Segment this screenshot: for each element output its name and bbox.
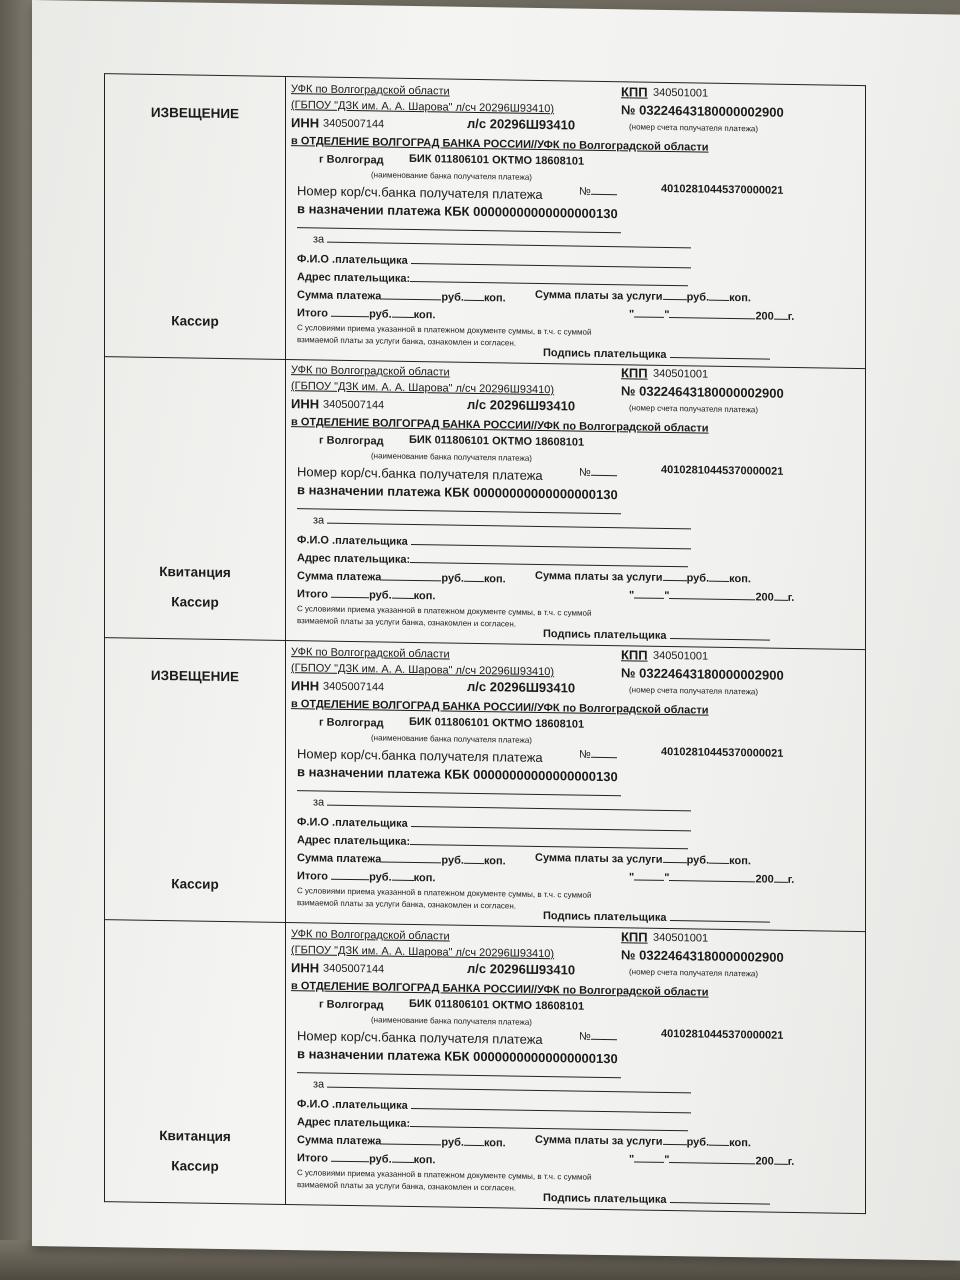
personal-account: л/с 20296Ш93410 bbox=[467, 960, 576, 978]
terms-line-1: С условиями приема указанной в платежном документе суммы, в т.ч. с суммой bbox=[297, 886, 592, 900]
organization-name: (ГБПОУ "ДЗК им. А. А. Шарова" л/сч 20296Ш93410) bbox=[291, 99, 555, 116]
bank-name: в ОТДЕЛЕНИЕ ВОЛГОГРАД БАНКА РОССИИ//УФК по Волгоградской области bbox=[291, 416, 709, 435]
bank-note: (наименование банка получателя платежа) bbox=[371, 733, 532, 745]
kbk-purpose: в назначении платежа КБК 00000000000000000130 bbox=[297, 201, 618, 222]
corr-account-value: 40102810445370000021 bbox=[661, 745, 784, 760]
inn-value: 3405007144 bbox=[323, 398, 385, 412]
for-field: за bbox=[313, 794, 691, 814]
payer-address-field: Адрес плательщика: bbox=[297, 832, 688, 852]
corr-number-label: № bbox=[579, 1029, 617, 1044]
payment-receipt-block bbox=[104, 919, 866, 1214]
receipt-label: Квитанция bbox=[159, 1127, 231, 1145]
corr-number-label: № bbox=[579, 747, 617, 762]
kbk-purpose: в назначении платежа КБК 00000000000000000130 bbox=[297, 764, 618, 785]
inn-label: ИНН bbox=[291, 678, 320, 694]
cashier-label: Кассир bbox=[171, 1158, 219, 1174]
city: г Волгоград bbox=[319, 998, 384, 1012]
payer-signature: Подпись плательщика bbox=[543, 345, 770, 363]
corr-account-value: 40102810445370000021 bbox=[661, 463, 784, 478]
inn-value: 3405007144 bbox=[323, 117, 385, 131]
terms-line-2: взимаемой платы за услуги банка, ознакомлен и согласен. bbox=[297, 898, 516, 911]
form-content bbox=[291, 358, 861, 649]
receipt-label: Квитанция bbox=[159, 563, 231, 581]
organization-name: (ГБПОУ "ДЗК им. А. А. Шарова" л/сч 20296Ш93410) bbox=[291, 662, 555, 679]
corr-account-label: Номер кор/сч.банка получателя платежа bbox=[297, 464, 543, 484]
column-divider bbox=[285, 358, 286, 640]
bank-name: в ОТДЕЛЕНИЕ ВОЛГОГРАД БАНКА РОССИИ//УФК по Волгоградской области bbox=[291, 135, 709, 154]
for-field: за bbox=[313, 512, 691, 532]
form-content bbox=[291, 77, 861, 368]
payment-form bbox=[104, 73, 864, 1206]
organization-name: (ГБПОУ "ДЗК им. А. А. Шарова" л/сч 20296Ш93410) bbox=[291, 380, 555, 397]
for-field: за bbox=[313, 231, 691, 251]
date-field: " " 200 г. bbox=[629, 871, 795, 886]
cashier-label: Кассир bbox=[171, 876, 219, 892]
total-field: Итого руб. коп. bbox=[297, 588, 436, 603]
account-number: № 03224643180000002900 bbox=[621, 102, 784, 120]
inn-label: ИНН bbox=[291, 115, 320, 131]
payment-sum-field: Сумма платежа руб. коп. bbox=[297, 570, 506, 586]
terms-line-1: С условиями приема указанной в платежном документе суммы, в т.ч. с суммой bbox=[297, 323, 592, 337]
total-field: Итого руб. коп. bbox=[297, 307, 436, 322]
kpp-label: КПП bbox=[621, 365, 648, 381]
recipient-name: УФК по Волгоградской области bbox=[291, 83, 450, 98]
payer-name-field: Ф.И.О .плательщика bbox=[297, 814, 691, 834]
terms-line-1: С условиями приема указанной в платежном документе суммы, в т.ч. с суммой bbox=[297, 1168, 592, 1182]
date-field: " " 200 г. bbox=[629, 1153, 795, 1168]
paper-sheet bbox=[32, 0, 960, 1261]
personal-account: л/с 20296Ш93410 bbox=[467, 678, 576, 696]
kbk-purpose: в назначении платежа КБК 00000000000000000130 bbox=[297, 1046, 618, 1067]
bank-name: в ОТДЕЛЕНИЕ ВОЛГОГРАД БАНКА РОССИИ//УФК по Волгоградской области bbox=[291, 980, 709, 999]
account-number: № 03224643180000002900 bbox=[621, 665, 784, 683]
recipient-name: УФК по Волгоградской области bbox=[291, 928, 450, 943]
kpp-value: 340501001 bbox=[653, 931, 709, 945]
payer-name-field: Ф.И.О .плательщика bbox=[297, 532, 691, 552]
payer-address-field: Адрес плательщика: bbox=[297, 269, 688, 289]
service-fee-field: Сумма платы за услуги руб. коп. bbox=[535, 288, 751, 305]
personal-account: л/с 20296Ш93410 bbox=[467, 115, 576, 133]
corr-account-value: 40102810445370000021 bbox=[661, 1027, 784, 1042]
corr-account-value: 40102810445370000021 bbox=[661, 182, 784, 197]
cashier-label: Кассир bbox=[171, 594, 219, 610]
account-note: (номер счета получателя платежа) bbox=[629, 685, 759, 697]
payment-sum-field: Сумма платежа руб. коп. bbox=[297, 1134, 506, 1150]
corr-account-label: Номер кор/сч.банка получателя платежа bbox=[297, 1028, 543, 1048]
payer-address-field: Адрес плательщика: bbox=[297, 550, 688, 570]
organization-name: (ГБПОУ "ДЗК им. А. А. Шарова" л/сч 20296Ш93410) bbox=[291, 944, 555, 961]
payer-name-field: Ф.И.О .плательщика bbox=[297, 1096, 691, 1116]
kpp-value: 340501001 bbox=[653, 367, 709, 381]
payer-signature: Подпись плательщика bbox=[543, 908, 770, 926]
payer-signature: Подпись плательщика bbox=[543, 626, 770, 644]
kbk-purpose: в назначении платежа КБК 00000000000000000130 bbox=[297, 482, 618, 503]
kpp-value: 340501001 bbox=[653, 649, 709, 663]
payment-notice-block bbox=[104, 73, 866, 369]
bank-note: (наименование банка получателя платежа) bbox=[371, 1015, 532, 1027]
terms-line-2: взимаемой платы за услуги банка, ознакомлен и согласен. bbox=[297, 616, 516, 629]
bik-oktmo: БИК 011806101 ОКТМО 18608101 bbox=[409, 152, 585, 168]
account-number: № 03224643180000002900 bbox=[621, 383, 784, 401]
terms-line-2: взимаемой платы за услуги банка, ознакомлен и согласен. bbox=[297, 335, 516, 348]
kpp-label: КПП bbox=[621, 647, 648, 663]
terms-line-1: С условиями приема указанной в платежном документе суммы, в т.ч. с суммой bbox=[297, 604, 592, 618]
bik-oktmo: БИК 011806101 ОКТМО 18608101 bbox=[409, 433, 585, 449]
form-content bbox=[291, 640, 861, 931]
column-divider bbox=[285, 922, 286, 1204]
inn-label: ИНН bbox=[291, 396, 320, 412]
recipient-name: УФК по Волгоградской области bbox=[291, 364, 450, 379]
column-divider bbox=[285, 77, 286, 359]
bank-name: в ОТДЕЛЕНИЕ ВОЛГОГРАД БАНКА РОССИИ//УФК по Волгоградской области bbox=[291, 698, 709, 717]
city: г Волгоград bbox=[319, 716, 384, 730]
form-content bbox=[291, 922, 861, 1213]
account-note: (номер счета получателя платежа) bbox=[629, 403, 759, 415]
total-field: Итого руб. коп. bbox=[297, 870, 436, 885]
account-number: № 03224643180000002900 bbox=[621, 947, 784, 965]
inn-label: ИНН bbox=[291, 960, 320, 976]
date-field: " " 200 г. bbox=[629, 308, 795, 323]
kpp-label: КПП bbox=[621, 929, 648, 945]
payment-receipt-block bbox=[104, 355, 866, 650]
bik-oktmo: БИК 011806101 ОКТМО 18608101 bbox=[409, 715, 585, 731]
payment-sum-field: Сумма платежа руб. коп. bbox=[297, 852, 506, 868]
service-fee-field: Сумма платы за услуги руб. коп. bbox=[535, 569, 751, 586]
bik-oktmo: БИК 011806101 ОКТМО 18608101 bbox=[409, 997, 585, 1013]
kpp-value: 340501001 bbox=[653, 86, 709, 100]
kpp-label: КПП bbox=[621, 84, 648, 100]
inn-value: 3405007144 bbox=[323, 680, 385, 694]
account-note: (номер счета получателя платежа) bbox=[629, 122, 759, 134]
account-note: (номер счета получателя платежа) bbox=[629, 967, 759, 979]
inn-value: 3405007144 bbox=[323, 962, 385, 976]
corr-number-label: № bbox=[579, 184, 617, 199]
service-fee-field: Сумма платы за услуги руб. коп. bbox=[535, 851, 751, 868]
service-fee-field: Сумма платы за услуги руб. коп. bbox=[535, 1133, 751, 1150]
terms-line-2: взимаемой платы за услуги банка, ознакомлен и согласен. bbox=[297, 1180, 516, 1193]
payer-name-field: Ф.И.О .плательщика bbox=[297, 251, 691, 271]
corr-account-label: Номер кор/сч.банка получателя платежа bbox=[297, 183, 543, 203]
payer-address-field: Адрес плательщика: bbox=[297, 1114, 688, 1134]
corr-number-label: № bbox=[579, 465, 617, 480]
notice-label: ИЗВЕЩЕНИЕ bbox=[150, 667, 240, 685]
payment-sum-field: Сумма платежа руб. коп. bbox=[297, 289, 506, 305]
payment-notice-block bbox=[104, 637, 866, 932]
total-field: Итого руб. коп. bbox=[297, 1152, 436, 1167]
date-field: " " 200 г. bbox=[629, 589, 795, 604]
city: г Волгоград bbox=[319, 153, 384, 167]
personal-account: л/с 20296Ш93410 bbox=[467, 396, 576, 414]
for-field: за bbox=[313, 1076, 691, 1096]
notice-label: ИЗВЕЩЕНИЕ bbox=[150, 104, 240, 122]
city: г Волгоград bbox=[319, 434, 384, 448]
bank-note: (наименование банка получателя платежа) bbox=[371, 451, 532, 463]
recipient-name: УФК по Волгоградской области bbox=[291, 646, 450, 661]
corr-account-label: Номер кор/сч.банка получателя платежа bbox=[297, 746, 543, 766]
cashier-label: Кассир bbox=[171, 313, 219, 329]
column-divider bbox=[285, 640, 286, 922]
bank-note: (наименование банка получателя платежа) bbox=[371, 170, 532, 182]
payer-signature: Подпись плательщика bbox=[543, 1190, 770, 1208]
